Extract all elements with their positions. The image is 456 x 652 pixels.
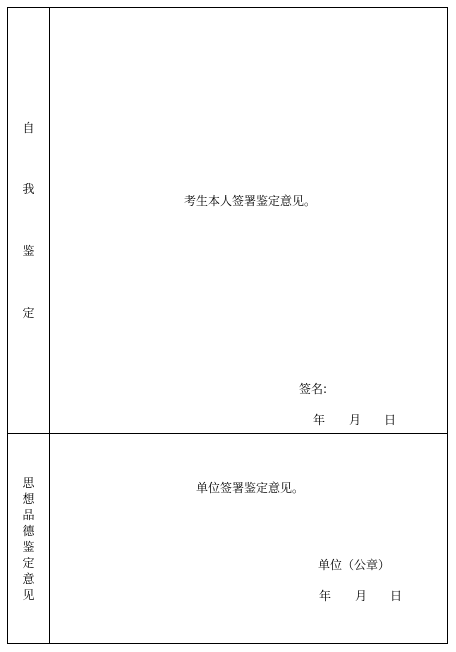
unit-seal-label: 单位（公章） xyxy=(318,558,391,572)
self-appraisal-label-char: 我 xyxy=(22,182,35,196)
self-appraisal-label-char: 鉴 xyxy=(22,244,35,258)
moral-appraisal-label-char: 思 xyxy=(22,476,35,490)
moral-appraisal-instruction: 单位签署鉴定意见。 xyxy=(196,481,305,495)
date-month-label: 月 xyxy=(355,589,368,603)
date-year-label: 年 xyxy=(319,589,332,603)
moral-appraisal-label-char: 见 xyxy=(22,588,35,602)
date-month-label: 月 xyxy=(349,413,362,427)
self-appraisal-label-char: 定 xyxy=(22,306,35,320)
appraisal-form xyxy=(7,7,448,644)
date-day-label: 日 xyxy=(384,413,397,427)
section-divider xyxy=(8,433,447,434)
self-appraisal-label-char: 自 xyxy=(22,121,35,135)
moral-appraisal-label-char: 鉴 xyxy=(22,540,35,554)
date-day-label: 日 xyxy=(390,589,403,603)
moral-appraisal-label-char: 意 xyxy=(22,572,35,586)
moral-appraisal-label-char: 想 xyxy=(22,492,35,506)
self-appraisal-instruction: 考生本人签署鉴定意见。 xyxy=(184,194,317,208)
moral-appraisal-label-char: 品 xyxy=(22,508,35,522)
moral-appraisal-label-char: 定 xyxy=(22,556,35,570)
signature-label: 签名: xyxy=(299,382,328,396)
label-column-divider xyxy=(49,8,50,643)
moral-appraisal-label-char: 德 xyxy=(22,524,35,538)
date-year-label: 年 xyxy=(313,413,326,427)
